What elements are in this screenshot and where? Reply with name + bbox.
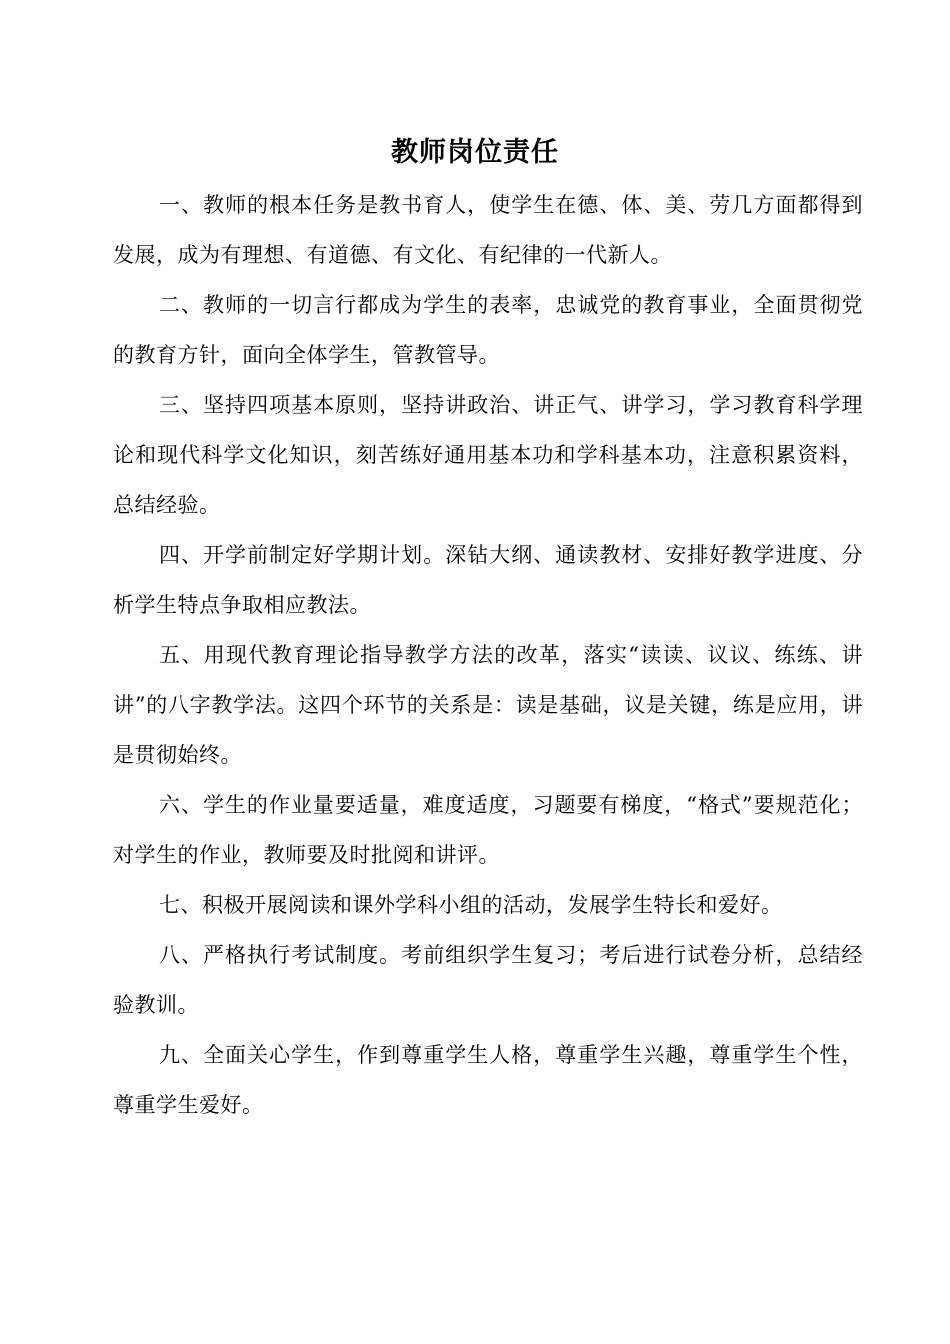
paragraph-4: 四、开学前制定好学期计划。深钻大纲、通读教材、安排好教学进度、分析学生特点争取相应教法。 [113, 543, 863, 617]
document-body [113, 180, 863, 1130]
paragraph-5: 五、用现代教育理论指导教学方法的改革，落实“读读、议议、练练、讲讲”的八字教学法。这四个环节的关系是：读是基础，议是关键，练是应用，讲是贯彻始终。 [113, 643, 863, 767]
paragraph-2: 二、教师的一切言行都成为学生的表率，忠诚党的教育事业，全面贯彻党的教育方针，面向全体学生，管教管导。 [113, 293, 863, 367]
paragraph-7: 七、积极开展阅读和课外学科小组的活动，发展学生特长和爱好。 [159, 893, 783, 917]
paragraph-9: 九、全面关心学生，作到尊重学生人格，尊重学生兴趣，尊重学生个性，尊重学生爱好。 [113, 1043, 863, 1117]
paragraph-3: 三、坚持四项基本原则，坚持讲政治、讲正气、讲学习，学习教育科学理论和现代科学文化知识，刻苦练好通用基本功和学科基本功，注意积累资料，总结经验。 [113, 393, 863, 517]
document-title: 教师岗位责任 [391, 137, 559, 168]
paragraph-8: 八、严格执行考试制度。考前组织学生复习；考后进行试卷分析，总结经验教训。 [113, 943, 863, 1017]
paragraph-6: 六、学生的作业量要适量，难度适度，习题要有梯度，“格式”要规范化；对学生的作业，教师要及时批阅和讲评。 [113, 793, 863, 867]
paragraph-1: 一、教师的根本任务是教书育人，使学生在德、体、美、劳几方面都得到发展，成为有理想、有道德、有文化、有纪律的一代新人。 [113, 193, 863, 267]
